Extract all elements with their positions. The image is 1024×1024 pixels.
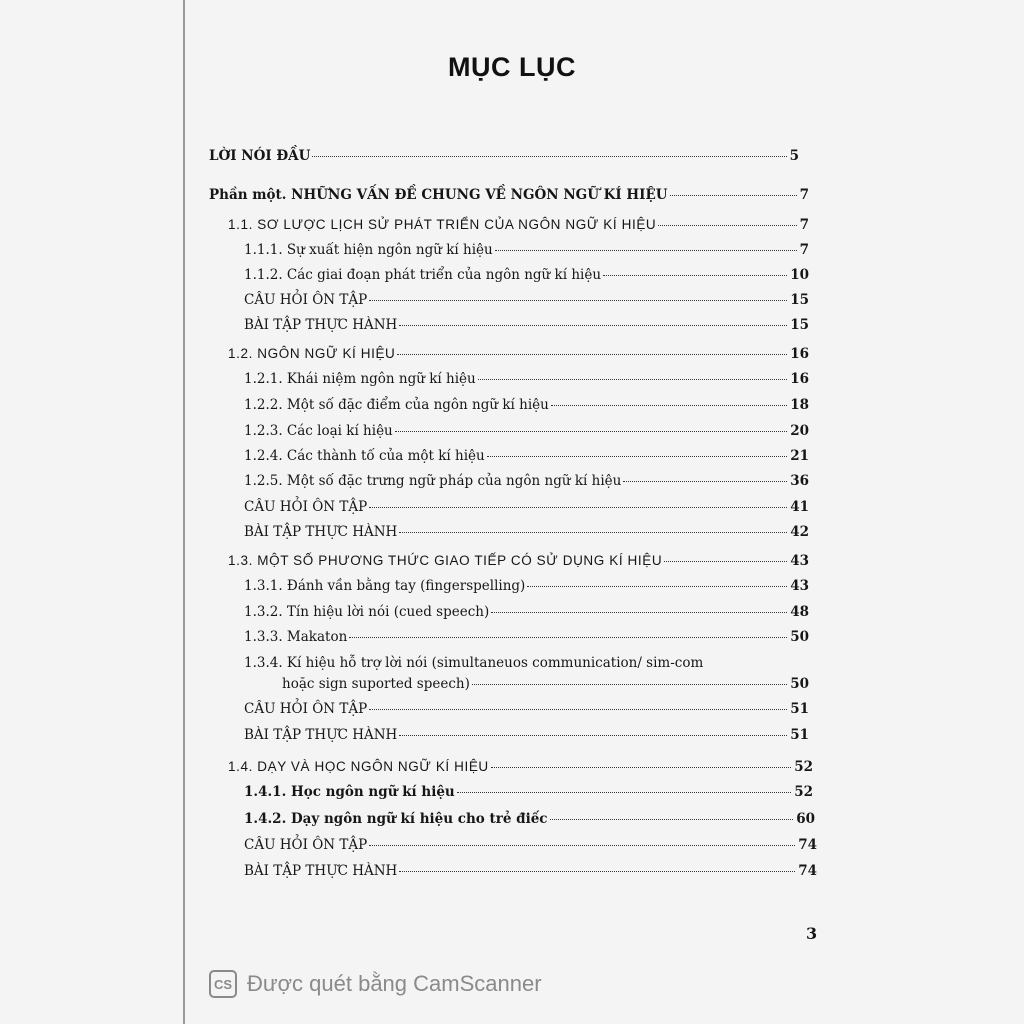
toc-label: CÂU HỎI ÔN TẬP [244, 292, 368, 308]
dot-leader [670, 195, 797, 196]
toc-label: 1.4. DẠY VÀ HỌC NGÔN NGỮ KÍ HIỆU [228, 759, 489, 774]
dot-leader [478, 379, 787, 380]
toc-page: 51 [790, 701, 809, 717]
toc-page: 10 [790, 267, 809, 283]
dot-leader [495, 250, 797, 251]
dot-leader [369, 845, 795, 846]
toc-entry-1-2-2[interactable] [244, 396, 809, 414]
toc-label: 1.2.2. Một số đặc điểm của ngôn ngữ kí hiệu [244, 397, 549, 413]
toc-entry-1-2[interactable] [228, 345, 809, 363]
toc-label: 1.2.4. Các thành tố của một kí hiệu [244, 448, 485, 464]
dot-leader [472, 684, 787, 685]
toc-entry-preface[interactable] [209, 147, 799, 165]
toc-entry-1-3[interactable] [228, 552, 809, 570]
toc-label: 1.4.1. Học ngôn ngữ kí hiệu [244, 784, 455, 800]
dot-leader [399, 871, 795, 872]
toc-label: 1.3.2. Tín hiệu lời nói (cued speech) [244, 604, 490, 620]
toc-label: 1.2. NGÔN NGỮ KÍ HIỆU [228, 346, 396, 361]
dot-leader [369, 709, 787, 710]
toc-entry-1-1-2[interactable] [244, 266, 809, 284]
toc-label: 1.3.1. Đánh vần bằng tay (fingerspelling) [244, 578, 526, 594]
toc-label: 1.3.3. Makaton [244, 629, 348, 645]
toc-label: 1.2.5. Một số đặc trưng ngữ pháp của ngôn ngữ kí hiệu [244, 473, 622, 489]
toc-page: 7 [799, 217, 809, 233]
toc-entry-1-4[interactable] [228, 758, 813, 776]
watermark-text: Được quét bằng CamScanner [247, 971, 542, 996]
toc-entry-review-questions[interactable] [244, 291, 809, 309]
toc-label: Phần một. NHỮNG VẤN ĐỀ CHUNG VỀ NGÔN NGỮ KÍ HIỆU [209, 187, 668, 203]
toc-entry-1-1-1[interactable] [244, 241, 809, 259]
dot-leader [369, 300, 787, 301]
dot-leader [397, 354, 787, 355]
dot-leader [487, 456, 787, 457]
toc-label: BÀI TẬP THỰC HÀNH [244, 317, 398, 333]
dot-leader [550, 819, 794, 820]
toc-entry-1-3-3[interactable] [244, 628, 809, 646]
toc-entry-part-one[interactable] [209, 186, 809, 204]
toc-label: 1.4.2. Dạy ngôn ngữ kí hiệu cho trẻ điếc [244, 811, 548, 827]
toc-page: 36 [790, 473, 809, 489]
toc-label: 1.1.1. Sự xuất hiện ngôn ngữ kí hiệu [244, 242, 493, 258]
toc-label: 1.1. SƠ LƯỢC LỊCH SỬ PHÁT TRIỂN CỦA NGÔN NGỮ KÍ HIỆU [228, 217, 657, 232]
dot-leader [399, 735, 787, 736]
toc-page: 16 [790, 346, 809, 362]
toc-page: 15 [790, 317, 809, 333]
dot-leader [395, 431, 787, 432]
toc-label: 1.2.3. Các loại kí hiệu [244, 423, 393, 439]
toc-entry-1-3-2[interactable] [244, 603, 809, 621]
toc-entry-practice[interactable] [244, 523, 809, 541]
toc-entry-1-4-1[interactable] [244, 783, 813, 801]
camscanner-logo-icon: CS [209, 970, 237, 998]
toc-entry-1-2-1[interactable] [244, 370, 809, 388]
toc-page: 43 [790, 578, 809, 594]
toc-page: 15 [790, 292, 809, 308]
toc-entry-1-3-1[interactable] [244, 577, 809, 595]
toc-entry-review-questions[interactable] [244, 836, 817, 854]
toc-page: 52 [794, 759, 813, 775]
toc-page: 48 [790, 604, 809, 620]
dot-leader [457, 792, 791, 793]
toc-page: 20 [790, 423, 809, 439]
toc-label: 1.2.1. Khái niệm ngôn ngữ kí hiệu [244, 371, 476, 387]
dot-leader [312, 156, 786, 157]
toc-label: CÂU HỎI ÔN TẬP [244, 499, 368, 515]
dot-leader [491, 612, 787, 613]
toc-page: 42 [790, 524, 809, 540]
toc-entry-1-3-4-continued[interactable] [282, 675, 809, 693]
toc-label: LỜI NÓI ĐẦU [209, 148, 311, 164]
toc-page: 7 [799, 242, 809, 258]
toc-page: 43 [790, 553, 809, 569]
toc-page: 60 [796, 811, 815, 827]
toc-page: 52 [794, 784, 813, 800]
camscanner-watermark [209, 970, 542, 998]
toc-page: 7 [799, 187, 809, 203]
toc-entry-1-2-4[interactable] [244, 447, 809, 465]
toc-label: 1.1.2. Các giai đoạn phát triển của ngôn ngữ kí hiệu [244, 267, 602, 283]
toc-entry-practice[interactable] [244, 316, 809, 334]
dot-leader [349, 637, 787, 638]
toc-page: 74 [798, 863, 817, 879]
page-number: 3 [806, 924, 818, 943]
dot-leader [491, 767, 791, 768]
toc-page: 21 [790, 448, 809, 464]
dot-leader [551, 405, 787, 406]
toc-entry-practice[interactable] [244, 862, 817, 880]
toc-page: 74 [798, 837, 817, 853]
dot-leader [664, 561, 787, 562]
toc-entry-practice[interactable] [244, 726, 809, 744]
dot-leader [399, 325, 787, 326]
dot-leader [527, 586, 787, 587]
toc-label: hoặc sign suported speech) [282, 676, 470, 692]
toc-page: 51 [790, 727, 809, 743]
toc-entry-review-questions[interactable] [244, 700, 809, 718]
toc-label: BÀI TẬP THỰC HÀNH [244, 524, 398, 540]
toc-entry-1-3-4[interactable]: 1.3.4. Kí hiệu hỗ trợ lời nói (simultaneuos communication/ sim-com [244, 655, 704, 671]
dot-leader [369, 507, 787, 508]
toc-page: 16 [790, 371, 809, 387]
toc-label: CÂU HỎI ÔN TẬP [244, 837, 368, 853]
toc-page: 50 [790, 629, 809, 645]
toc-label: BÀI TẬP THỰC HÀNH [244, 727, 398, 743]
toc-page: 41 [790, 499, 809, 515]
dot-leader [658, 225, 796, 226]
toc-entry-1-4-2[interactable] [244, 810, 815, 828]
toc-entry-1-2-3[interactable] [244, 422, 809, 440]
toc-page: 18 [790, 397, 809, 413]
toc-page: 5 [789, 148, 799, 164]
toc-entry-1-1[interactable] [228, 216, 809, 234]
dot-leader [603, 275, 787, 276]
page-title: MỤC LỤC [448, 52, 576, 82]
dot-leader [399, 532, 787, 533]
dot-leader [623, 481, 787, 482]
toc-entry-review-questions[interactable] [244, 498, 809, 516]
toc-label: 1.3. MỘT SỐ PHƯƠNG THỨC GIAO TIẾP CÓ SỬ DỤNG KÍ HIỆU [228, 553, 663, 568]
toc-entry-1-2-5[interactable] [244, 472, 809, 490]
toc-label: BÀI TẬP THỰC HÀNH [244, 863, 398, 879]
toc-page: 50 [790, 676, 809, 692]
toc-label: CÂU HỎI ÔN TẬP [244, 701, 368, 717]
